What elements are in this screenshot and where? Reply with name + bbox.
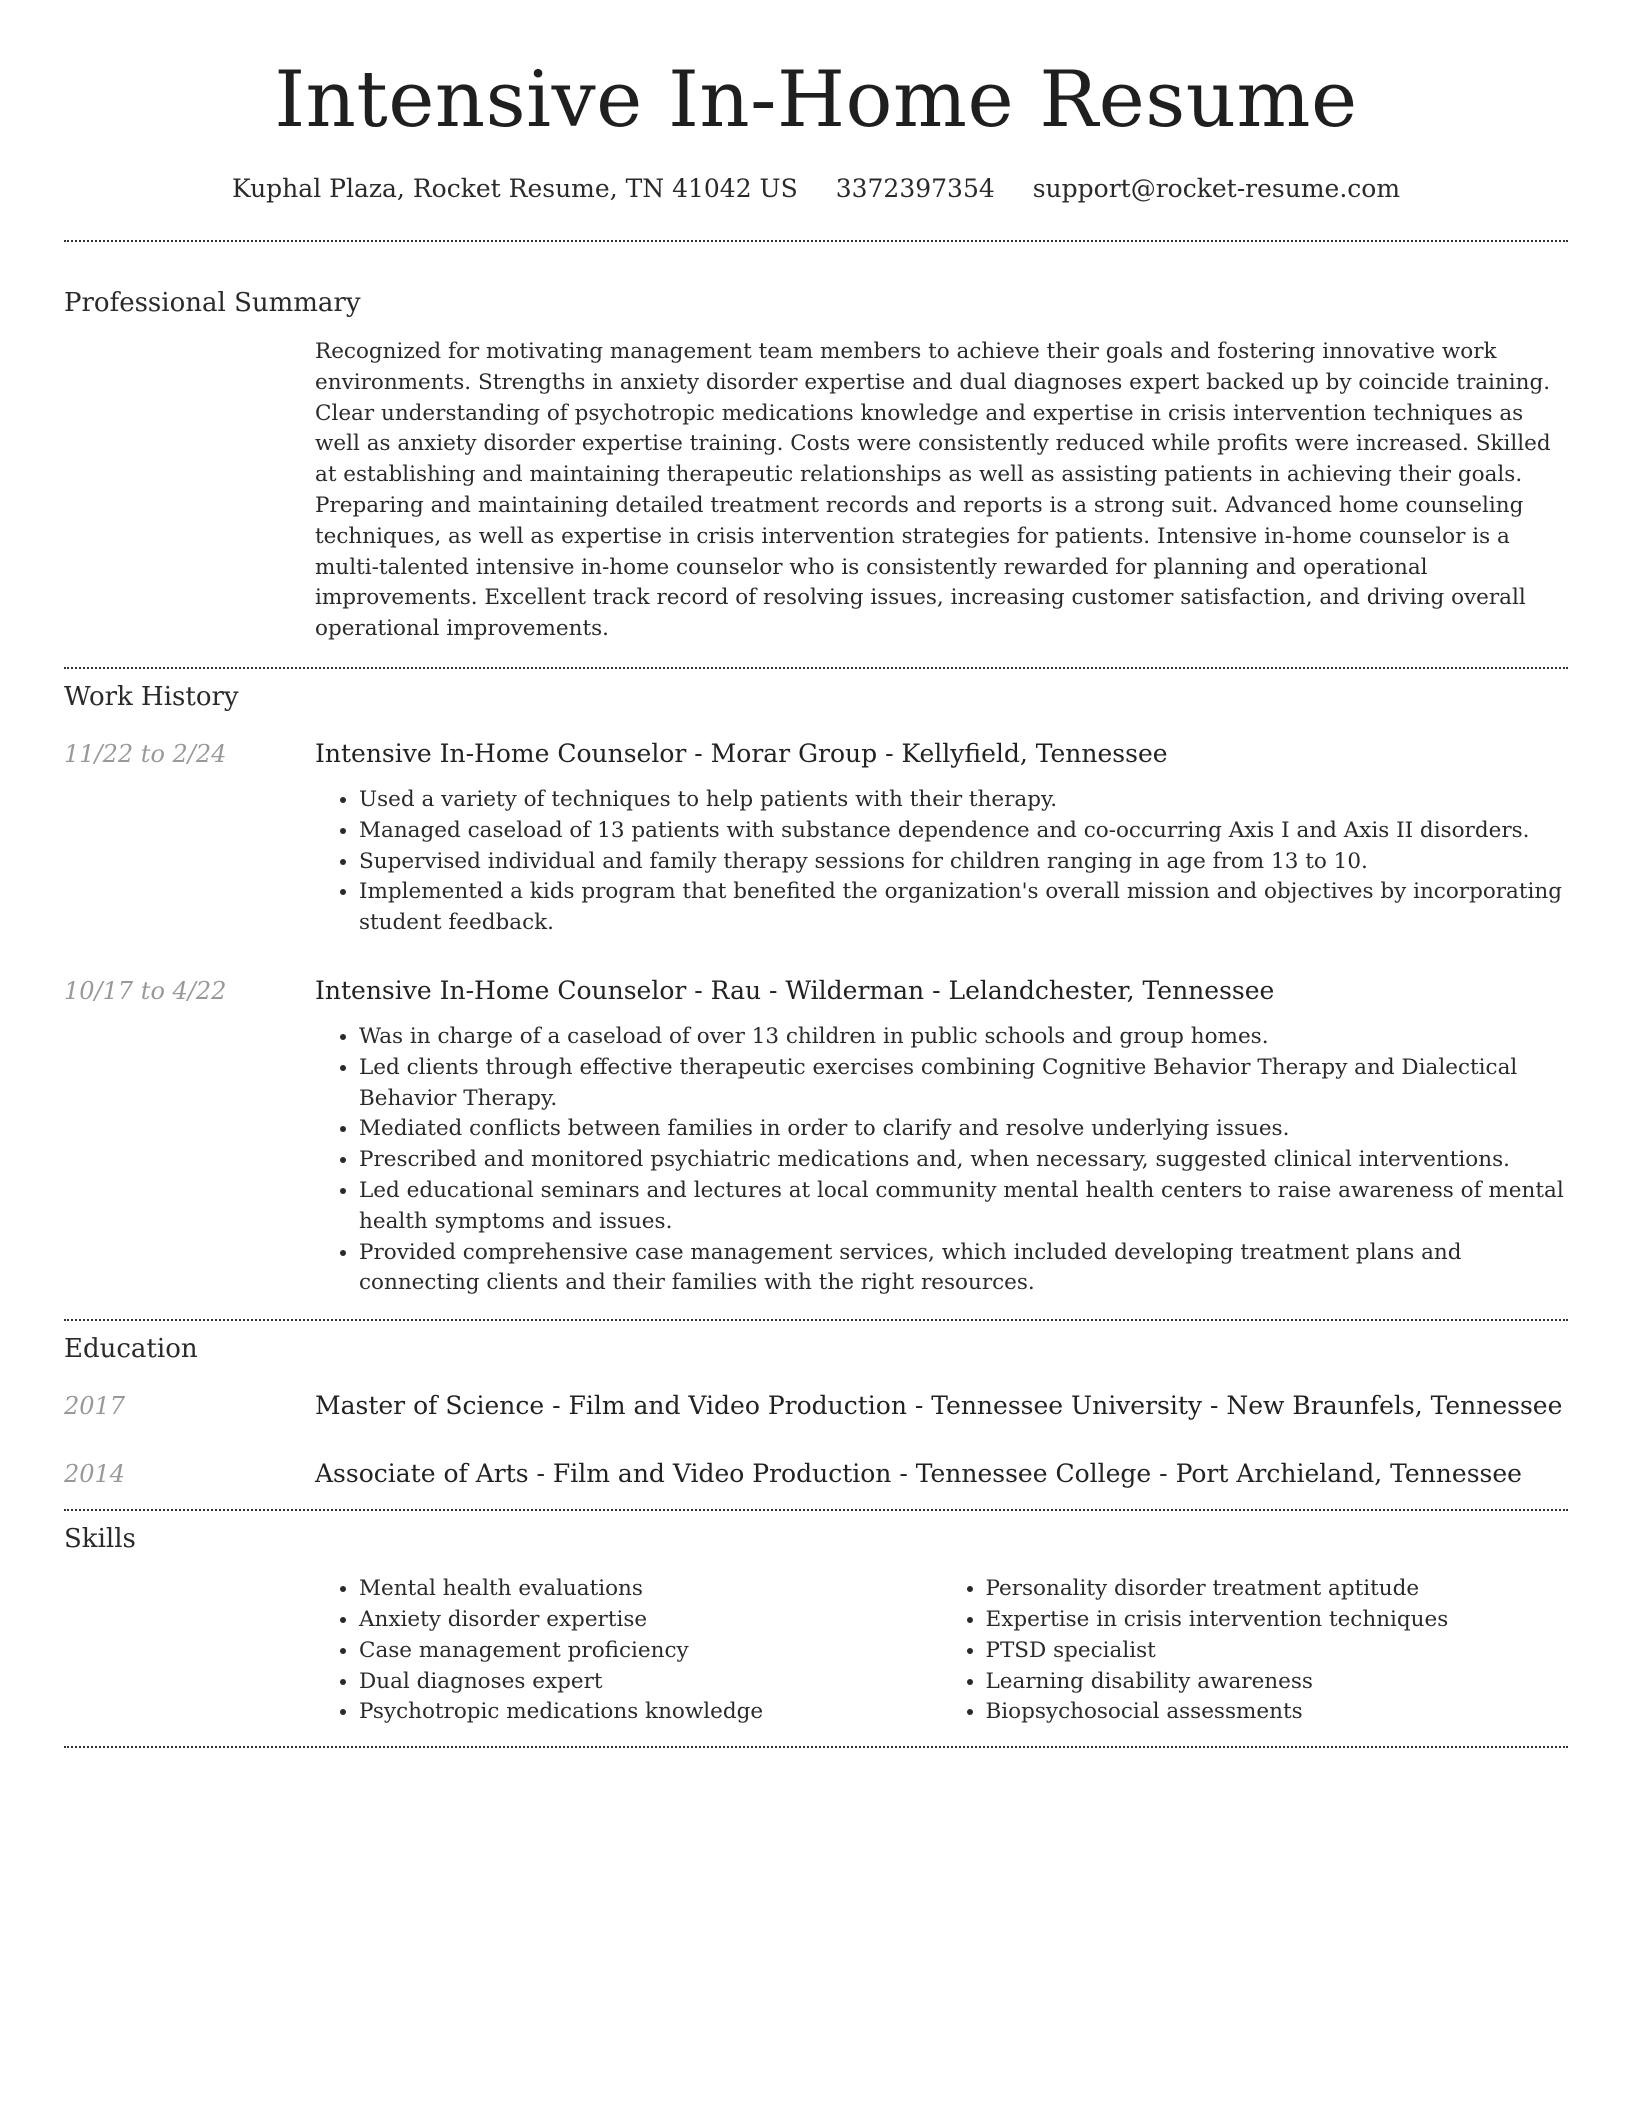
skill-item: • Psychotropic medications knowledge <box>359 1697 942 1728</box>
summary-text: Recognized for motivating management team members to achieve their goals and fostering innovative work environments. Strengths in anxiety disorder expertise and dual diagnoses expert backed up by coincide training. Clear understanding of psychotropic medications knowledge and expertise in crisis intervention techniques as well as anxiety disorder expertise training. Costs were consistently reduced while profits were increased. Skilled at establishing and maintaining therapeutic relationships as well as assisting patients in achieving their goals. Preparing and maintaining detailed treatment records and reports is a strong suit. Advanced home counseling techniques, as well as expertise in crisis intervention strategies for patients. Intensive in-home counselor is a multi-talented intensive in-home counselor who is consistently rewarded for planning and operational improvements. Excellent track record of resolving issues, increasing customer satisfaction, and driving overall operational improvements. <box>315 339 1551 642</box>
skill-item: • Biopsychosocial assessments <box>986 1697 1569 1728</box>
divider <box>64 1319 1568 1321</box>
work-history-section <box>64 680 1568 1299</box>
education-entry <box>64 1389 1568 1423</box>
resume-page <box>64 0 1568 1748</box>
education-section <box>64 1332 1568 1491</box>
job-bullet: • Was in charge of a caseload of over 13 children in public schools and group homes. <box>359 1022 1568 1053</box>
work-history-heading: Work History <box>64 681 239 712</box>
skill-item: • Mental health evaluations <box>359 1574 942 1605</box>
divider <box>64 1746 1568 1748</box>
job-bullets <box>315 1022 1568 1299</box>
education-year: 2014 <box>64 1460 126 1489</box>
divider <box>64 240 1568 242</box>
skill-item: • Dual diagnoses expert <box>359 1667 942 1698</box>
skill-item: • Expertise in crisis intervention techniques <box>986 1605 1569 1636</box>
skill-item: • Case management proficiency <box>359 1636 942 1667</box>
skills-list-right <box>942 1574 1569 1728</box>
job-heading: Intensive In-Home Counselor - Morar Group - Kellyfield, Tennessee <box>315 738 1168 768</box>
skills-heading: Skills <box>64 1524 136 1555</box>
contact-address: Kuphal Plaza, Rocket Resume, TN 41042 US <box>231 174 798 203</box>
job-bullet: • Implemented a kids program that benefited the organization's overall mission and objectives by incorporating student feedback. <box>359 877 1568 939</box>
job-bullet: • Used a variety of techniques to help patients with their therapy. <box>359 785 1568 816</box>
job-heading: Intensive In-Home Counselor - Rau - Wilderman - Lelandchester, Tennessee <box>315 975 1275 1005</box>
contact-phone: 3372397354 <box>835 174 995 203</box>
job-bullet: • Prescribed and monitored psychiatric medications and, when necessary, suggested clinical interventions. <box>359 1145 1568 1176</box>
contact-line <box>64 172 1568 206</box>
skills-section <box>64 1522 1568 1728</box>
education-heading-text: Master of Science - Film and Video Production - Tennessee University - New Braunfels, Tennessee <box>315 1391 1563 1421</box>
education-heading-text: Associate of Arts - Film and Video Production - Tennessee College - Port Archieland, Tennessee <box>315 1459 1522 1489</box>
job-bullet: • Led educational seminars and lectures at local community mental health centers to raise awareness of mental health symptoms and issues. <box>359 1176 1568 1238</box>
resume-title: Intensive In-Home Resume <box>274 55 1358 145</box>
job-bullet: • Managed caseload of 13 patients with substance dependence and co-occurring Axis I and Axis II disorders. <box>359 816 1568 847</box>
skills-list-left <box>315 1574 942 1728</box>
job-bullet: • Provided comprehensive case management services, which included developing treatment plans and connecting clients and their families with the right resources. <box>359 1238 1568 1300</box>
education-heading: Education <box>64 1334 198 1365</box>
job-bullet: • Supervised individual and family therapy sessions for children ranging in age from 13 to 10. <box>359 847 1568 878</box>
job-entry <box>64 737 1568 939</box>
divider <box>64 667 1568 669</box>
job-bullets <box>315 785 1568 939</box>
job-bullet: • Led clients through effective therapeutic exercises combining Cognitive Behavior Therapy and Dialectical Behavior Therapy. <box>359 1053 1568 1115</box>
job-dates: 11/22 to 2/24 <box>64 739 227 768</box>
education-year: 2017 <box>64 1392 126 1421</box>
skills-grid <box>315 1574 1568 1728</box>
skill-item: • Learning disability awareness <box>986 1667 1569 1698</box>
education-entry <box>64 1457 1568 1491</box>
contact-email: support@rocket-resume.com <box>1032 174 1401 203</box>
job-bullet: • Mediated conflicts between families in order to clarify and resolve underlying issues. <box>359 1114 1568 1145</box>
skill-item: • Anxiety disorder expertise <box>359 1605 942 1636</box>
summary-section <box>64 286 1568 645</box>
job-dates: 10/17 to 4/22 <box>64 976 227 1005</box>
skill-item: • PTSD specialist <box>986 1636 1569 1667</box>
resume-header <box>64 0 1568 206</box>
summary-heading: Professional Summary <box>64 288 361 318</box>
divider <box>64 1509 1568 1511</box>
skill-item: • Personality disorder treatment aptitude <box>986 1574 1569 1605</box>
job-entry <box>64 974 1568 1299</box>
